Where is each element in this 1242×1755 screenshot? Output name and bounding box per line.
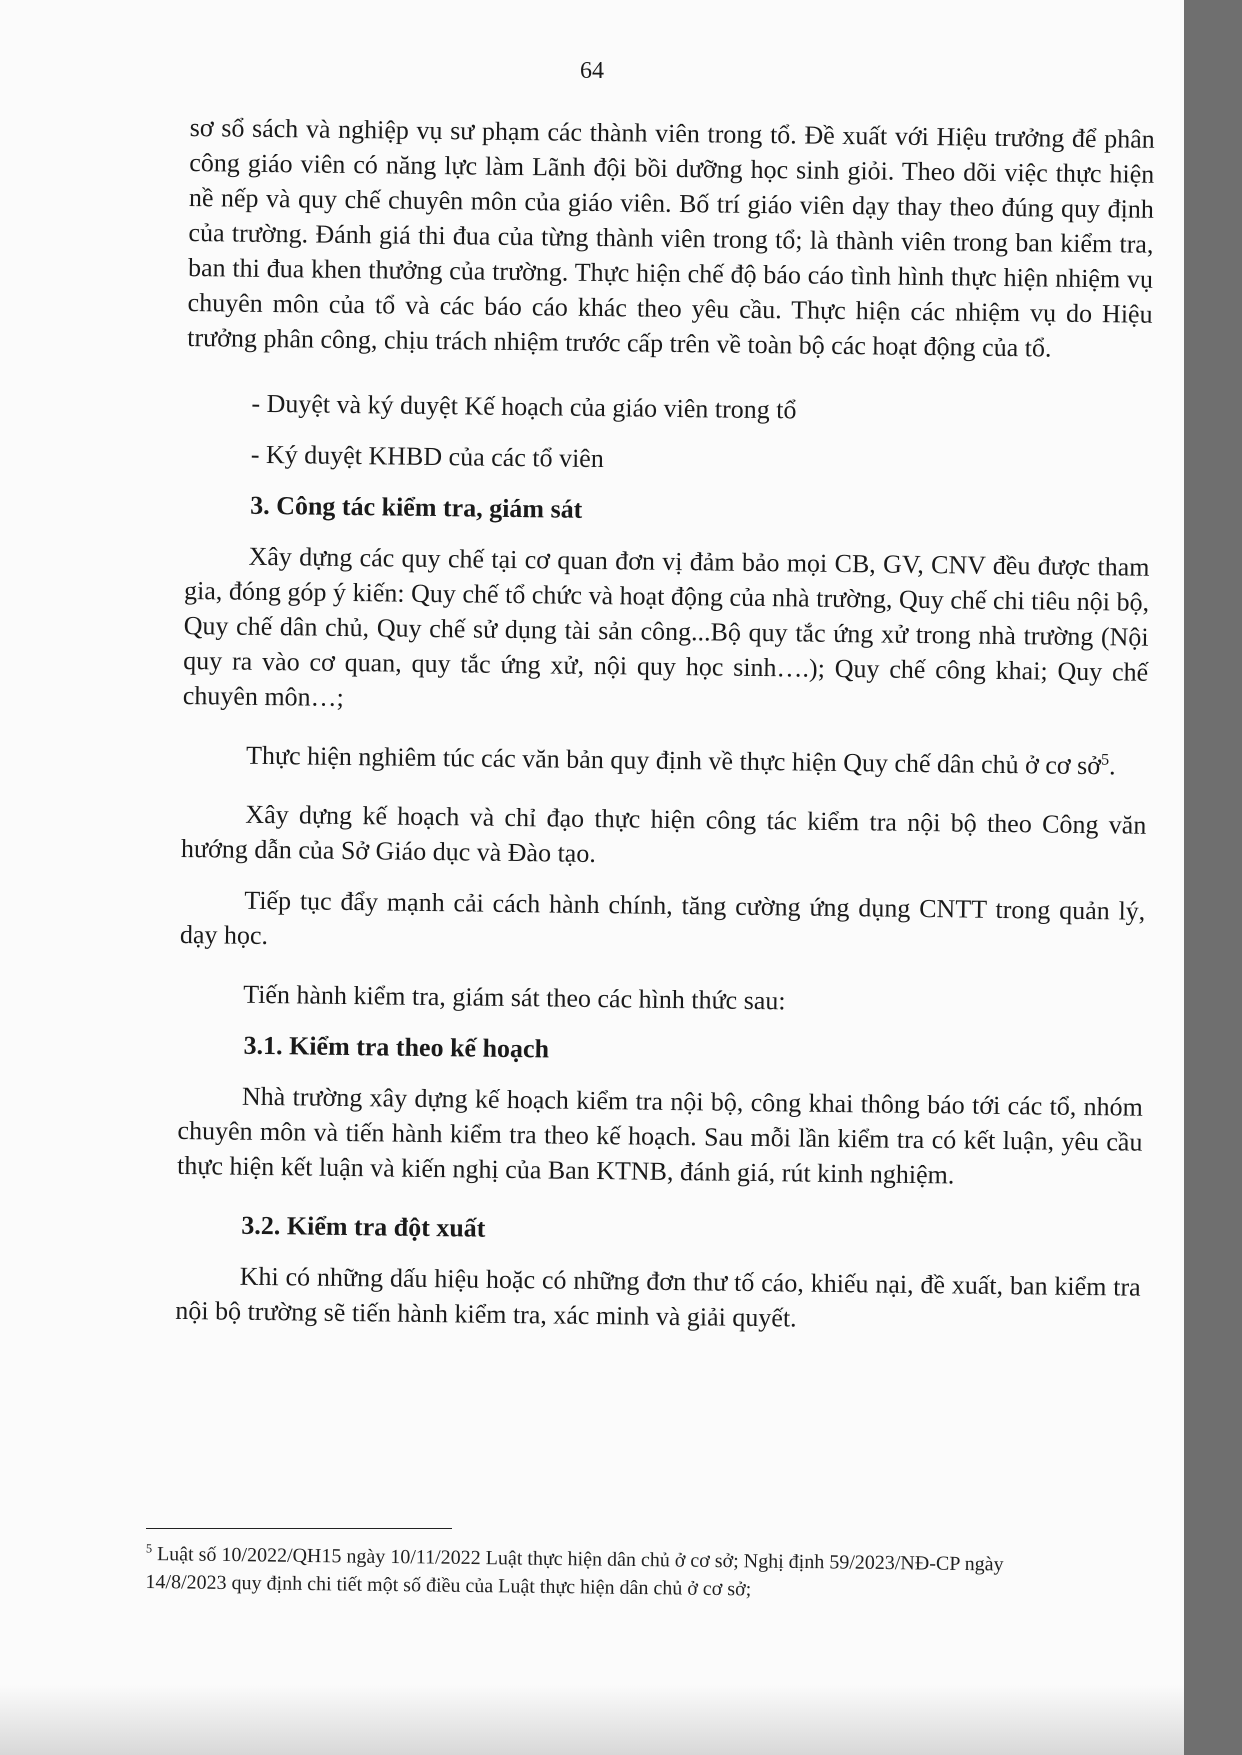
footnote-separator — [146, 1528, 452, 1529]
paragraph-internal-inspection: Xây dựng kế hoạch và chỉ đạo thực hiện công tác kiểm tra nội bộ theo Công văn hướng dẫn của Sở Giáo dục và Đào tạo. — [180, 799, 1147, 869]
paragraph-surprise-inspection: Khi có những dấu hiệu hoặc có những đơn thư tố cáo, khiếu nại, đề xuất, ban kiểm tra nội bộ trường sẽ tiến hành kiểm tra, xác minh và giải quyết. — [175, 1261, 1141, 1333]
paragraph-democracy-end: . — [1108, 751, 1116, 781]
list-item-approve-plan: - Duyệt và ký duyệt Kế hoạch của giáo viên trong tổ — [251, 388, 797, 425]
paragraph-admin-reform: Tiếp tục đẩy mạnh cải cách hành chính, tăng cường ứng dụng CNTT trong quản lý, dạy học. — [179, 885, 1146, 951]
section-heading-3: 3. Công tác kiểm tra, giám sát — [249, 490, 583, 524]
page-number: 64 — [580, 58, 604, 84]
section-heading-3-1: 3.1. Kiểm tra theo kế hoạch — [243, 1030, 550, 1064]
scan-shadow — [0, 1685, 1184, 1755]
paragraph-duties: sơ sổ sách và nghiệp vụ sư phạm các thành viên trong tổ. Đề xuất với Hiệu trưởng để phân công giáo viên có năng lực làm Lãnh đội bồi dưỡng học sinh giỏi. Theo dõi việc thực hiện nề nếp và quy chế chuyên môn của giáo viên. Bố trí giáo viên dạy thay theo đúng quy định của trường. Đánh giá thi đua của từng thành viên trong tổ; là thành viên trong ban kiểm tra, ban thi đua khen thưởng của trường. Thực hiện chế độ báo cáo tình hình thực hiện nhiệm vụ chuyên môn của tổ và các báo cáo khác theo yêu cầu. Thực hiện các nhiệm vụ do Hiệu trưởng phân công, chịu trách nhiệm trước cấp trên về toàn bộ các hoạt động của tổ. — [187, 112, 1155, 363]
footnote — [145, 1540, 1071, 1607]
footnote-marker: 5 — [145, 1541, 153, 1556]
paragraph-planned-inspection: Nhà trường xây dựng kế hoạch kiểm tra nội bộ, công khai thông báo tới các tổ, nhóm chuyên môn và tiến hành kiểm tra theo kế hoạch. Sau mỗi lần kiểm tra có kết luận, yêu cầu thực hiện kết luận và kiến nghị của Ban KTNB, đánh giá, rút kinh nghiệm. — [176, 1081, 1144, 1190]
paragraph-democracy — [182, 737, 1147, 784]
footnote-text: Luật số 10/2022/QH15 ngày 10/11/2022 Luật thực hiện dân chủ ở cơ sở; Nghị định 59/2023/NĐ-CP ngày 14/8/2023 quy định chi tiết một số điều của Luật thực hiện dân chủ ở cơ sở; — [145, 1543, 1004, 1601]
paragraph-democracy-text: Thực hiện nghiêm túc các văn bản quy định về thực hiện Quy chế dân chủ ở cơ sở — [245, 740, 1102, 781]
section-heading-3-2: 3.2. Kiểm tra đột xuất — [241, 1210, 486, 1243]
paragraph-regulations: Xây dựng các quy chế tại cơ quan đơn vị đảm bảo mọi CB, GV, CNV đều được tham gia, đóng góp ý kiến: Quy chế tổ chức và hoạt động của nhà trường, Quy chế chi tiêu nội bộ, Quy chế dân chủ, Quy chế sử dụng tài sản công...Bộ quy tắc ứng xử trong nhà trường (Nội quy ra vào cơ quan, quy tắc ứng xử, nội quy học sinh….); Quy chế công khai; Quy chế chuyên môn…; — [182, 541, 1150, 712]
body-text — [175, 110, 1155, 1340]
list-item-approve-khbd: - Ký duyệt KHBD của các tổ viên — [250, 439, 605, 474]
footnote-reference: 5 — [1100, 751, 1110, 769]
paragraph-forms: Tiến hành kiểm tra, giám sát theo các hình thức sau: — [243, 979, 786, 1016]
